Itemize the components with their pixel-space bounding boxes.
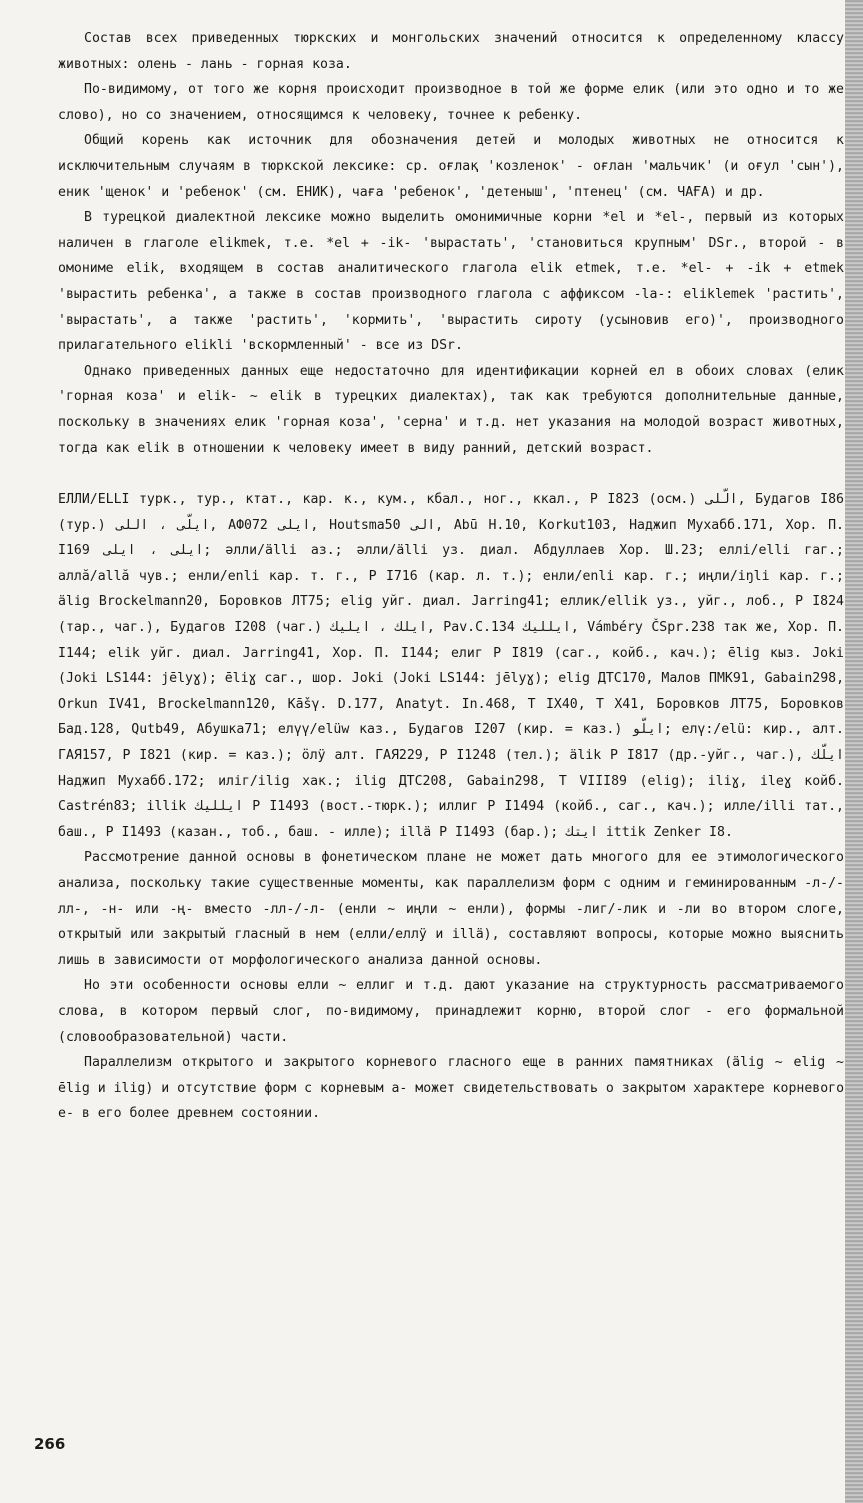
paragraph: Однако приведенных данных еще недостаточно для идентификации корней ел в обоих словах (елик 'горная коза' и elik- ~ elik в турецких диалектах), так как требуются дополнительные данные, поскольку в значениях елик 'горная коза', 'серна' и т.д. нет указания на молодой возраст животных, тогда как elik в отношении к человеку имеет в виду ранний, детский возраст.: [58, 363, 844, 456]
paragraph: В турецкой диалектной лексике можно выделить омонимичные корни *el и *el-, первый из которых наличен в глаголе elikmek, т.е. *el + -ik- 'вырастать', 'становиться крупным' DSr., второй - в омониме elik, входящем в состав аналитического глагола elik etmek, т.е. *el- + -ik + etmek 'вырастить ребенка', а также в состав производного глагола с аффиксом -la-: eliklemek 'растить', 'вырастать', а также 'растить', 'кормить', 'вырастить сироту (усыновив его)', производного прилагательного elikli 'вскормленный' - все из DSr.: [58, 210, 844, 354]
paragraph: По-видимому, от того же корня происходит производное в той же форме елик (или это одно и то же слово), но со значением, относящимся к человеку, точнее к ребенку.: [58, 82, 844, 123]
paragraph: Рассмотрение данной основы в фонетическом плане не может дать многого для ее этимологического анализа, поскольку такие существенные моменты, как параллелизм форм с одним и геминированным -л-/-лл-, -н- или -ң- вместо -лл-/-л- (енли ~ иңли ~ енли), формы -лиг/-лик и -ли во втором слоге, открытый или закрытый гласный в нем (елли/еллӱ и illä), составляют вопросы, которые можно выяснить лишь в зависимости от морфологического анализа данной основы.: [58, 850, 844, 968]
paragraph: Состав всех приведенных тюркских и монгольских значений относится к определенному классу животных: олень - лань - горная коза.: [58, 31, 844, 72]
page-edge-shadow: [845, 0, 863, 1503]
paragraph: Общий корень как источник для обозначения детей и молодых животных не относится к исключительным случаям в тюркской лексике: ср. оғлақ 'козленок' - оғлан 'мальчик' (и оғул 'сын'), еник 'щенок' и 'ребенок' (см. ЕНИК), чаға 'ребенок', 'детеныш', 'птенец' (см. ЧАҒА) и др.: [58, 133, 844, 200]
paragraph: Но эти особенности основы елли ~ еллиг и т.д. дают указание на структурность рассматриваемого слова, в котором первый слог, по-видимому, принадлежит корню, второй слог - его формальной (словообразовательной) части.: [58, 978, 844, 1045]
page-text: [58, 26, 844, 1127]
dictionary-entry: ЕЛЛИ/ELLI турк., тур., ктат., кар. к., кум., кбал., ног., ккал., P I823 (осм.) الّلى, Будагов I86 (тур.) ايلّى ، اللى, АФ072 ايلى, Houtsma50 الى, Abū H.10, Korkut103, Наджип Мухабб.171, Хор. П. I169 ايلى ، ايلى; әлли/älli аз.; әлли/älli уз. диал. Абдуллаев Хор. Ш.23; еллі/elli гаг.; аллă/allă чув.; енли/enli кар. т. г., P I716 (кар. л. т.); енли/enli кар. г.; иңли/iŋli кар. г.; älig Brockelmann20, Боровков ЛТ75; elig уйг. диал. Jarring41; еллик/ellik уз., уйг., лоб., P I824 (тар., чаг.), Будагов I208 (чаг.) ايلك ، ايليك, Pav.C.134 ايلليك, Vámbéry ČSpr.238 так же, Хор. П. I144; elik уйг. диал. Jarring41, Хор. П. I144; елиг P I819 (саг., койб., кач.); ēlig кыз. Joki (Joki LS144: jēlyɣ); ēliɣ саг., шор. Joki (Joki LS144: jēlyɣ); elig ДТС170, Малов ПМК91, Gabain298, Orkun IV41, Brockelmann120, Kāšγ. D.177, Anatyt. In.468, Т IX40, Т X41, Боровков ЛТ75, Боровков Бад.128, Qutb49, Абушка71; елүү/elüw каз., Будагов I207 (кир. = каз.) ايلّو; елү:/elü: кир., алт. ГАЯ157, P I821 (кир. = каз.); ӧлӱ алт. ГАЯ229, P I1248 (тел.); älik P I817 (др.-уйг., чаг.), ايلّك Наджип Мухабб.172; иліг/ilig хак.; ilig ДТС208, Gabain298, Т VIII89 (elig); iliɣ, ileɣ койб. Castrén83; illik ايلليك P I1493 (вост.-тюрк.); иллиг P I1494 (койб., саг., кач.); илле/illi тат., баш., P I1493 (казан., тоб., баш. - илле); illä P I1493 (бар.); ايتك ittik Zenker I8.: [58, 492, 845, 840]
page-number: 266: [34, 1435, 66, 1453]
paragraph: Параллелизм открытого и закрытого корневого гласного еще в ранних памятниках (älig ~ elig ~ ēlig и ilig) и отсутствие форм с корневым а- может свидетельствовать о закрытом характере корневого е- в его более древнем состоянии.: [58, 1055, 845, 1122]
